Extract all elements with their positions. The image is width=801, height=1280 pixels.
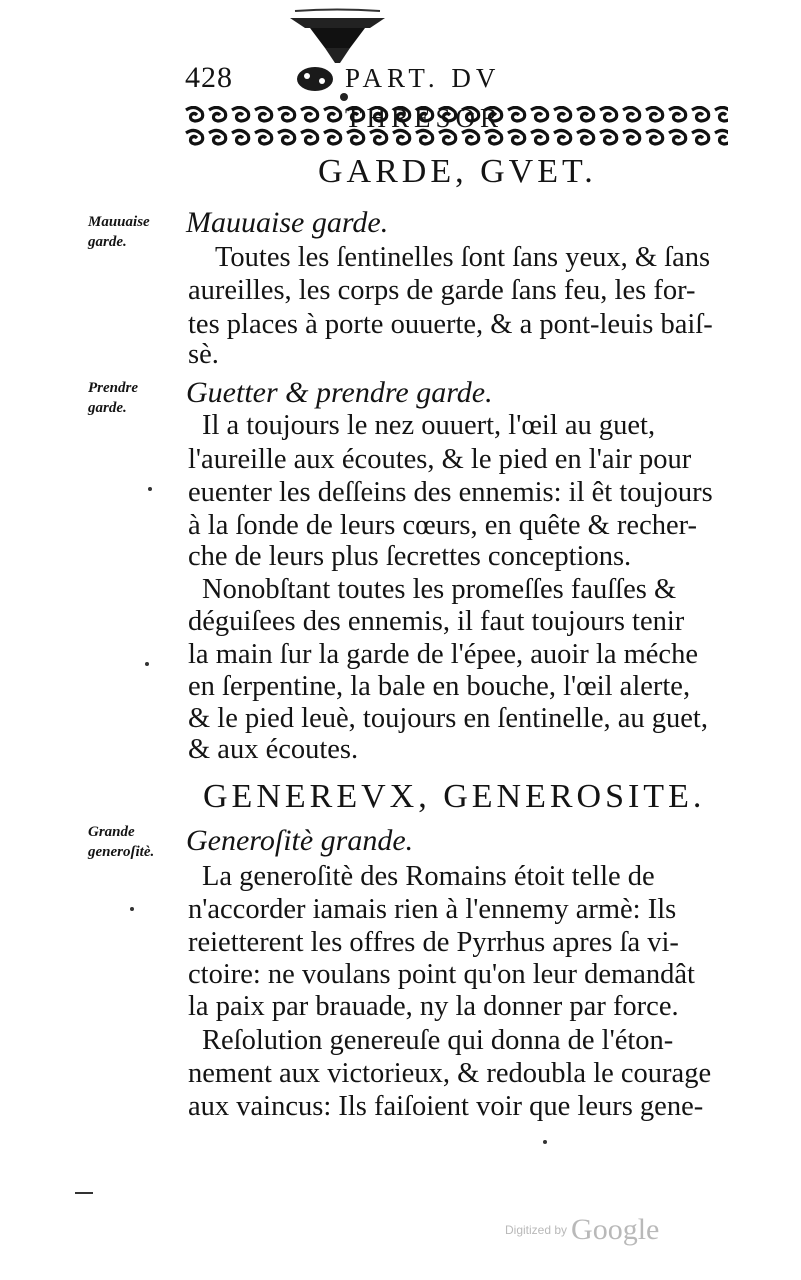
- ink-speck: [543, 1140, 547, 1144]
- text-line: la main ſur la garde de l'épee, auoir la méche: [188, 639, 698, 670]
- margin-note-line: garde.: [88, 400, 127, 416]
- watermark-small-text: Digitized by: [505, 1223, 568, 1237]
- text-line: en ſerpentine, la bale en bouche, l'œil alerte,: [188, 671, 691, 702]
- text-line: déguiſees des ennemis, il faut toujours tenir: [188, 606, 685, 637]
- watermark-logo-text: Google: [571, 1213, 660, 1246]
- text-line: n'accorder iamais rien à l'ennemy armè: Ils: [188, 894, 677, 925]
- subheading-guetter-prendre-garde: Guetter & prendre garde.: [186, 376, 493, 409]
- text-line: aux vaincus: Ils faiſoient voir que leurs gene-: [188, 1091, 704, 1122]
- ink-speck: [130, 907, 134, 911]
- text-line: Reſolution genereuſe qui donna de l'éton-: [202, 1025, 674, 1056]
- ornament-dot: [340, 93, 348, 101]
- ink-dash: [75, 1192, 93, 1194]
- margin-note-line: Prendre: [88, 380, 138, 396]
- top-ornament-icon: [290, 8, 385, 63]
- text-line: la paix par brauade, ny la donner par force.: [188, 991, 679, 1022]
- text-line: & aux écoutes.: [188, 734, 359, 765]
- text-line: reietterent les offres de Pyrrhus apres ſa vi-: [188, 927, 679, 958]
- text-line: tes places à porte ouuerte, & a pont-leuis baiſ-: [188, 309, 713, 340]
- ink-speck: [145, 662, 149, 666]
- text-line: & le pied leuè, toujours en ſentinelle, au guet,: [188, 703, 708, 734]
- text-line: à la ſonde de leurs cœurs, en quête & recher-: [188, 510, 698, 541]
- text-line: euenter les deſſeins des ennemis: il êt toujours: [188, 477, 713, 508]
- running-title: PART. DV: [345, 63, 500, 93]
- margin-note-grande-generosite: [88, 822, 188, 862]
- text-line: ctoire: ne voulans point qu'on leur demandât: [188, 959, 695, 990]
- decorative-band-ornament: [183, 106, 728, 152]
- text-line: Toutes les ſentinelles ſont ſans yeux, & ſans: [215, 242, 711, 273]
- text-line: l'aureille aux écoutes, & le pied en l'air pour: [188, 444, 692, 475]
- margin-note-line: Grande: [88, 824, 135, 840]
- margin-note-line: Mauuaise: [88, 214, 150, 230]
- ink-speck: [148, 487, 152, 491]
- margin-note-line: generoſitè.: [88, 844, 155, 860]
- section-heading-genereux-generosite: GENEREVX, GENEROSITE.: [203, 778, 706, 815]
- text-line: sè.: [188, 339, 219, 370]
- text-line: La generoſitè des Romains étoit telle de: [202, 861, 655, 892]
- text-line: aureilles, les corps de garde ſans feu, les for-: [188, 275, 696, 306]
- text-line: Il a toujours le nez ouuert, l'œil au guet,: [202, 410, 656, 441]
- running-head: [185, 58, 665, 98]
- subheading-mauuaise-garde: Mauuaise garde.: [186, 206, 389, 239]
- text-line: Nonobſtant toutes les promeſſes fauſſes &: [202, 574, 677, 605]
- margin-note-line: garde.: [88, 234, 127, 250]
- margin-note-prendre-garde: [88, 378, 188, 418]
- margin-note-mauuaise-garde: [88, 212, 188, 252]
- fleuron-icon: [295, 64, 335, 94]
- digitized-watermark: [505, 1213, 659, 1247]
- text-line: che de leurs plus ſecrettes conceptions.: [188, 541, 632, 572]
- subheading-generosite-grande: Generoſitè grande.: [186, 824, 414, 857]
- section-heading-garde-guet: GARDE, GVET.: [318, 153, 597, 190]
- page-number: 428: [185, 61, 233, 94]
- text-line: nement aux victorieux, & redoubla le courage: [188, 1058, 712, 1089]
